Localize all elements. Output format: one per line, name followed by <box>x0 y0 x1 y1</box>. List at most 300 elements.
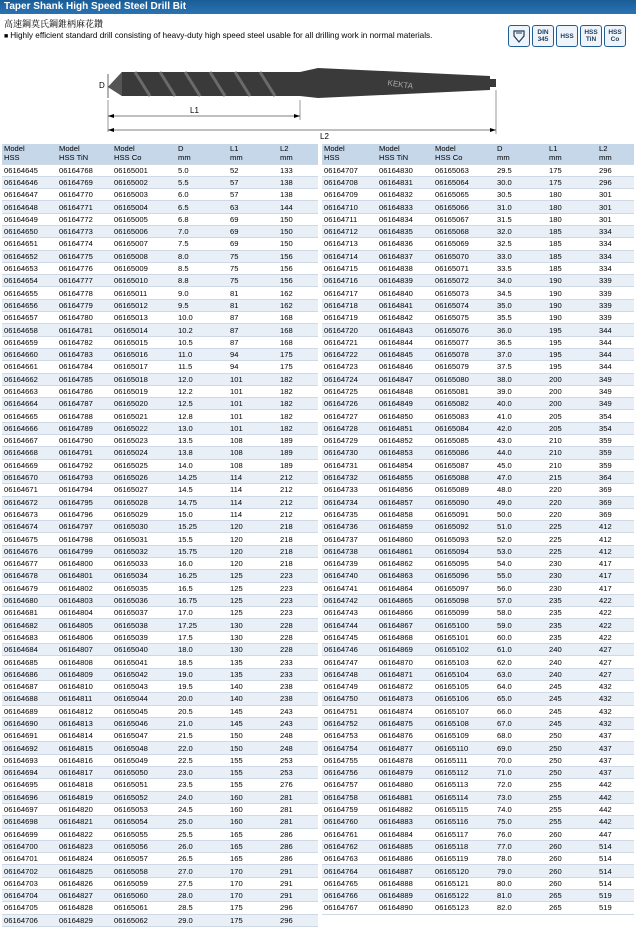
table-cell: 260 <box>547 877 597 889</box>
table-cell: 47.0 <box>495 471 547 483</box>
table-cell: 06164754 <box>322 742 377 754</box>
table-cell: 245 <box>547 717 597 729</box>
table-cell: 369 <box>597 508 634 520</box>
table-cell: 114 <box>228 508 278 520</box>
table-cell: 06164799 <box>57 545 112 557</box>
table-cell: 06165059 <box>112 877 176 889</box>
table-row <box>2 299 318 311</box>
table-cell: 06164747 <box>322 656 377 668</box>
table-cell: 06164710 <box>322 201 377 213</box>
table-cell: 06164871 <box>377 668 433 680</box>
table-cell: 17.25 <box>176 619 228 631</box>
table-cell: 255 <box>547 791 597 803</box>
table-cell: 245 <box>547 705 597 717</box>
column-header-line2: mm <box>280 153 293 162</box>
table-cell: 235 <box>547 631 597 643</box>
table-cell: 06164857 <box>377 496 433 508</box>
table-cell: 06164682 <box>2 619 57 631</box>
table-cell: 296 <box>278 902 318 914</box>
table-row <box>2 385 318 397</box>
table-cell: 06165112 <box>433 767 495 779</box>
table-cell: 06165042 <box>112 668 176 680</box>
l2-arrow-right <box>490 128 496 132</box>
table-cell: 339 <box>597 299 634 311</box>
table-cell: 75.0 <box>495 816 547 828</box>
table-cell: 53.0 <box>495 545 547 557</box>
table-cell: 06164865 <box>377 594 433 606</box>
table-cell: 22.0 <box>176 742 228 754</box>
table-cell: 06165097 <box>433 582 495 594</box>
table-cell: 06165030 <box>112 521 176 533</box>
table-cell: 56.0 <box>495 582 547 594</box>
table-cell: 06164885 <box>377 840 433 852</box>
table-cell: 235 <box>547 594 597 606</box>
table-row <box>322 705 634 717</box>
table-cell: 06164738 <box>322 545 377 557</box>
table-row <box>2 730 318 742</box>
table-cell: 514 <box>597 840 634 852</box>
table-cell: 220 <box>547 508 597 520</box>
table-row <box>2 189 318 201</box>
table-cell: 06165058 <box>112 865 176 877</box>
table-cell: 06164667 <box>2 435 57 447</box>
table-row <box>2 545 318 557</box>
table-cell: 06164695 <box>2 779 57 791</box>
table-cell: 06164777 <box>57 275 112 287</box>
table-cell: 06165035 <box>112 582 176 594</box>
table-cell: 06164706 <box>2 914 57 926</box>
table-row <box>322 189 634 201</box>
table-cell: 120 <box>228 533 278 545</box>
table-row <box>2 361 318 373</box>
table-cell: 06165065 <box>433 189 495 201</box>
table-cell: 240 <box>547 644 597 656</box>
table-cell: 06165070 <box>433 250 495 262</box>
table-cell: 14.5 <box>176 484 228 496</box>
table-cell: 412 <box>597 545 634 557</box>
table-row <box>2 865 318 877</box>
table-cell: 45.0 <box>495 459 547 471</box>
l2-arrow-left <box>108 128 114 132</box>
table-cell: 06164749 <box>322 680 377 692</box>
table-row <box>2 435 318 447</box>
table-cell: 250 <box>547 754 597 766</box>
table-cell: 06164782 <box>57 336 112 348</box>
table-cell: 195 <box>547 361 597 373</box>
table-cell: 248 <box>278 730 318 742</box>
table-cell: 189 <box>278 435 318 447</box>
table-cell: 06164803 <box>57 594 112 606</box>
table-cell: 06165093 <box>433 533 495 545</box>
table-cell: 06164793 <box>57 471 112 483</box>
table-cell: 06164864 <box>377 582 433 594</box>
table-cell: 06164746 <box>322 644 377 656</box>
table-cell: 175 <box>547 164 597 176</box>
table-cell: 21.5 <box>176 730 228 742</box>
table-cell: 06164742 <box>322 594 377 606</box>
table-cell: 06164875 <box>377 717 433 729</box>
table-cell: 437 <box>597 730 634 742</box>
table-row <box>322 373 634 385</box>
table-cell: 06165024 <box>112 447 176 459</box>
table-cell: 06164726 <box>322 398 377 410</box>
table-cell: 220 <box>547 484 597 496</box>
table-row <box>2 840 318 852</box>
table-cell: 369 <box>597 484 634 496</box>
table-cell: 62.0 <box>495 656 547 668</box>
table-cell: 06164816 <box>57 754 112 766</box>
table-body <box>322 164 634 914</box>
table-cell: 344 <box>597 336 634 348</box>
table-cell: 60.0 <box>495 631 547 643</box>
table-row <box>322 570 634 582</box>
table-cell: 243 <box>278 717 318 729</box>
table-cell: 81 <box>228 299 278 311</box>
column-header-line1: D <box>178 144 184 153</box>
table-cell: 25.0 <box>176 816 228 828</box>
table-row <box>322 644 634 656</box>
table-cell: 233 <box>278 668 318 680</box>
table-cell: 30.0 <box>495 176 547 188</box>
table-cell: 125 <box>228 570 278 582</box>
table-cell: 06165014 <box>112 324 176 336</box>
table-cell: 06164757 <box>322 779 377 791</box>
table-row <box>322 865 634 877</box>
table-cell: 514 <box>597 853 634 865</box>
table-cell: 432 <box>597 693 634 705</box>
table-cell: 06165090 <box>433 496 495 508</box>
table-cell: 06164767 <box>322 902 377 914</box>
table-cell: 06164846 <box>377 361 433 373</box>
table-cell: 69 <box>228 238 278 250</box>
table-cell: 265 <box>547 890 597 902</box>
table-cell: 160 <box>228 816 278 828</box>
din-badge-line2: 345 <box>537 36 549 43</box>
table-cell: 240 <box>547 656 597 668</box>
table-cell: 155 <box>228 779 278 791</box>
table-cell: 06164699 <box>2 828 57 840</box>
table-row <box>322 533 634 545</box>
table-cell: 442 <box>597 791 634 803</box>
table-row <box>2 631 318 643</box>
table-cell: 06164701 <box>2 853 57 865</box>
table-cell: 12.8 <box>176 410 228 422</box>
table-cell: 06164819 <box>57 791 112 803</box>
column-header-line2: HSS TiN <box>379 153 409 162</box>
table-cell: 06165021 <box>112 410 176 422</box>
table-cell: 182 <box>278 422 318 434</box>
table-cell: 06164708 <box>322 176 377 188</box>
table-cell: 225 <box>547 521 597 533</box>
table-cell: 06165088 <box>433 471 495 483</box>
table-cell: 33.0 <box>495 250 547 262</box>
table-cell: 130 <box>228 631 278 643</box>
table-cell: 06165009 <box>112 262 176 274</box>
table-cell: 06164775 <box>57 250 112 262</box>
table-cell: 06165103 <box>433 656 495 668</box>
table-cell: 06164668 <box>2 447 57 459</box>
table-cell: 81.0 <box>495 890 547 902</box>
table-cell: 06164784 <box>57 361 112 373</box>
table-cell: 175 <box>278 361 318 373</box>
table-cell: 06164824 <box>57 853 112 865</box>
table-cell: 06165032 <box>112 545 176 557</box>
table-cell: 06164752 <box>322 717 377 729</box>
table-cell: 06164812 <box>57 705 112 717</box>
table-cell: 06165111 <box>433 754 495 766</box>
column-header-line1: Model <box>324 144 345 153</box>
table-row <box>2 324 318 336</box>
table-cell: 06164835 <box>377 225 433 237</box>
table-row <box>2 398 318 410</box>
table-cell: 75 <box>228 275 278 287</box>
table-cell: 200 <box>547 385 597 397</box>
table-cell: 06165010 <box>112 275 176 287</box>
table-row <box>2 890 318 902</box>
table-cell: 334 <box>597 225 634 237</box>
table-cell: 79.0 <box>495 865 547 877</box>
table-cell: 27.5 <box>176 877 228 889</box>
table-row <box>322 508 634 520</box>
bullet-icon: ■ <box>4 33 9 40</box>
table-cell: 06165109 <box>433 730 495 742</box>
table-cell: 49.0 <box>495 496 547 508</box>
table-cell: 180 <box>547 189 597 201</box>
table-cell: 255 <box>547 779 597 791</box>
table-cell: 238 <box>278 693 318 705</box>
table-cell: 94 <box>228 348 278 360</box>
table-cell: 16.25 <box>176 570 228 582</box>
table-cell: 43.0 <box>495 435 547 447</box>
table-cell: 06164758 <box>322 791 377 803</box>
table-cell: 364 <box>597 471 634 483</box>
table-cell: 28.0 <box>176 890 228 902</box>
table-cell: 354 <box>597 422 634 434</box>
table-cell: 06164741 <box>322 582 377 594</box>
table-cell: 06164862 <box>377 558 433 570</box>
table-cell: 06164795 <box>57 496 112 508</box>
table-cell: 06164724 <box>322 373 377 385</box>
table-cell: 22.5 <box>176 754 228 766</box>
table-cell: 06164739 <box>322 558 377 570</box>
table-cell: 06164688 <box>2 693 57 705</box>
table-cell: 412 <box>597 521 634 533</box>
table-cell: 52.0 <box>495 533 547 545</box>
table-cell: 06164771 <box>57 201 112 213</box>
table-cell: 06165050 <box>112 767 176 779</box>
table-cell: 06164806 <box>57 631 112 643</box>
table-cell: 06164653 <box>2 262 57 274</box>
table-cell: 06164656 <box>2 299 57 311</box>
table-cell: 06164798 <box>57 533 112 545</box>
table-cell: 06165082 <box>433 398 495 410</box>
table-cell: 135 <box>228 668 278 680</box>
table-cell: 185 <box>547 262 597 274</box>
table-cell: 06164714 <box>322 250 377 262</box>
table-cell: 06165106 <box>433 693 495 705</box>
table-cell: 06164822 <box>57 828 112 840</box>
table-cell: 253 <box>278 754 318 766</box>
table-cell: 120 <box>228 558 278 570</box>
table-row <box>2 459 318 471</box>
table-cell: 55.0 <box>495 570 547 582</box>
table-cell: 33.5 <box>495 262 547 274</box>
table-cell: 170 <box>228 890 278 902</box>
table-cell: 06164676 <box>2 545 57 557</box>
column-header <box>547 144 597 164</box>
table-cell: 06164727 <box>322 410 377 422</box>
table-cell: 72.0 <box>495 779 547 791</box>
table-cell: 06165091 <box>433 508 495 520</box>
table-cell: 06164847 <box>377 373 433 385</box>
column-header-line1: Model <box>59 144 80 153</box>
table-cell: 182 <box>278 410 318 422</box>
table-cell: 06164818 <box>57 779 112 791</box>
table-cell: 06164863 <box>377 570 433 582</box>
table-cell: 17.5 <box>176 631 228 643</box>
table-cell: 06164855 <box>377 471 433 483</box>
table-cell: 212 <box>278 508 318 520</box>
column-header-line2: mm <box>599 153 612 162</box>
table-cell: 52 <box>228 164 278 176</box>
table-cell: 200 <box>547 373 597 385</box>
table-cell: 349 <box>597 385 634 397</box>
table-cell: 06165073 <box>433 287 495 299</box>
table-cell: 6.5 <box>176 201 228 213</box>
table-cell: 06164693 <box>2 754 57 766</box>
table-cell: 17.0 <box>176 607 228 619</box>
table-cell: 344 <box>597 361 634 373</box>
table-row <box>322 398 634 410</box>
table-cell: 437 <box>597 767 634 779</box>
table-cell: 190 <box>547 299 597 311</box>
table-row <box>2 914 318 926</box>
table-cell: 06164882 <box>377 803 433 815</box>
table-cell: 286 <box>278 828 318 840</box>
table-cell: 160 <box>228 791 278 803</box>
table-cell: 06165004 <box>112 201 176 213</box>
table-cell: 06164792 <box>57 459 112 471</box>
table-cell: 180 <box>547 201 597 213</box>
table-cell: 06164840 <box>377 287 433 299</box>
table-row <box>322 742 634 754</box>
table-row <box>2 742 318 754</box>
table-cell: 06164691 <box>2 730 57 742</box>
table-cell: 359 <box>597 447 634 459</box>
table-cell: 06165019 <box>112 385 176 397</box>
table-header-row <box>322 144 634 164</box>
table-cell: 514 <box>597 877 634 889</box>
table-cell: 06165085 <box>433 435 495 447</box>
table-cell: 301 <box>597 201 634 213</box>
table-cell: 06164768 <box>57 164 112 176</box>
table-cell: 27.0 <box>176 865 228 877</box>
table-cell: 06164700 <box>2 840 57 852</box>
table-row <box>322 779 634 791</box>
hss-tin-badge-line2: TiN <box>585 36 597 43</box>
table-cell: 180 <box>547 213 597 225</box>
table-cell: 06164715 <box>322 262 377 274</box>
column-header-line1: L2 <box>599 144 608 153</box>
table-cell: 369 <box>597 496 634 508</box>
column-header-line2: HSS <box>324 153 340 162</box>
table-cell: 185 <box>547 225 597 237</box>
table-cell: 130 <box>228 644 278 656</box>
table-cell: 06165052 <box>112 791 176 803</box>
table-cell: 06164645 <box>2 164 57 176</box>
table-cell: 422 <box>597 631 634 643</box>
table-cell: 06164704 <box>2 890 57 902</box>
table-cell: 15.75 <box>176 545 228 557</box>
table-cell: 06165122 <box>433 890 495 902</box>
table-cell: 06165002 <box>112 176 176 188</box>
table-cell: 06164838 <box>377 262 433 274</box>
table-cell: 281 <box>278 816 318 828</box>
table-cell: 06164832 <box>377 189 433 201</box>
table-row <box>322 361 634 373</box>
table-cell: 06164833 <box>377 201 433 213</box>
table-cell: 06164718 <box>322 299 377 311</box>
table-cell: 75 <box>228 250 278 262</box>
table-cell: 06165026 <box>112 471 176 483</box>
table-cell: 57 <box>228 189 278 201</box>
table-cell: 06164646 <box>2 176 57 188</box>
table-cell: 06164736 <box>322 521 377 533</box>
table-cell: 417 <box>597 582 634 594</box>
table-cell: 06164753 <box>322 730 377 742</box>
table-cell: 06164873 <box>377 693 433 705</box>
table-cell: 06165102 <box>433 644 495 656</box>
table-cell: 06165114 <box>433 791 495 803</box>
table-cell: 06165096 <box>433 570 495 582</box>
table-cell: 06164869 <box>377 644 433 656</box>
table-cell: 06165068 <box>433 225 495 237</box>
table-row <box>2 213 318 225</box>
table-cell: 06164849 <box>377 398 433 410</box>
table-cell: 57.0 <box>495 594 547 606</box>
table-cell: 427 <box>597 644 634 656</box>
table-cell: 334 <box>597 238 634 250</box>
table-row <box>2 656 318 668</box>
table-row <box>322 275 634 287</box>
table-cell: 291 <box>278 877 318 889</box>
table-row <box>2 275 318 287</box>
table-cell: 06164770 <box>57 189 112 201</box>
table-cell: 447 <box>597 828 634 840</box>
table-cell: 230 <box>547 570 597 582</box>
table-cell: 296 <box>597 176 634 188</box>
table-cell: 155 <box>228 767 278 779</box>
table-row <box>322 582 634 594</box>
table-row <box>2 348 318 360</box>
table-cell: 94 <box>228 361 278 373</box>
table-cell: 06165089 <box>433 484 495 496</box>
table-cell: 06164836 <box>377 238 433 250</box>
table-cell: 06164853 <box>377 447 433 459</box>
column-header <box>112 144 176 164</box>
table-cell: 06164797 <box>57 521 112 533</box>
table-cell: 13.0 <box>176 422 228 434</box>
table-cell: 286 <box>278 853 318 865</box>
column-header <box>433 144 495 164</box>
table-cell: 06164844 <box>377 336 433 348</box>
table-cell: 06165101 <box>433 631 495 643</box>
table-cell: 06164719 <box>322 312 377 324</box>
table-cell: 32.0 <box>495 225 547 237</box>
table-cell: 06164721 <box>322 336 377 348</box>
table-cell: 06164671 <box>2 484 57 496</box>
table-row <box>2 262 318 274</box>
